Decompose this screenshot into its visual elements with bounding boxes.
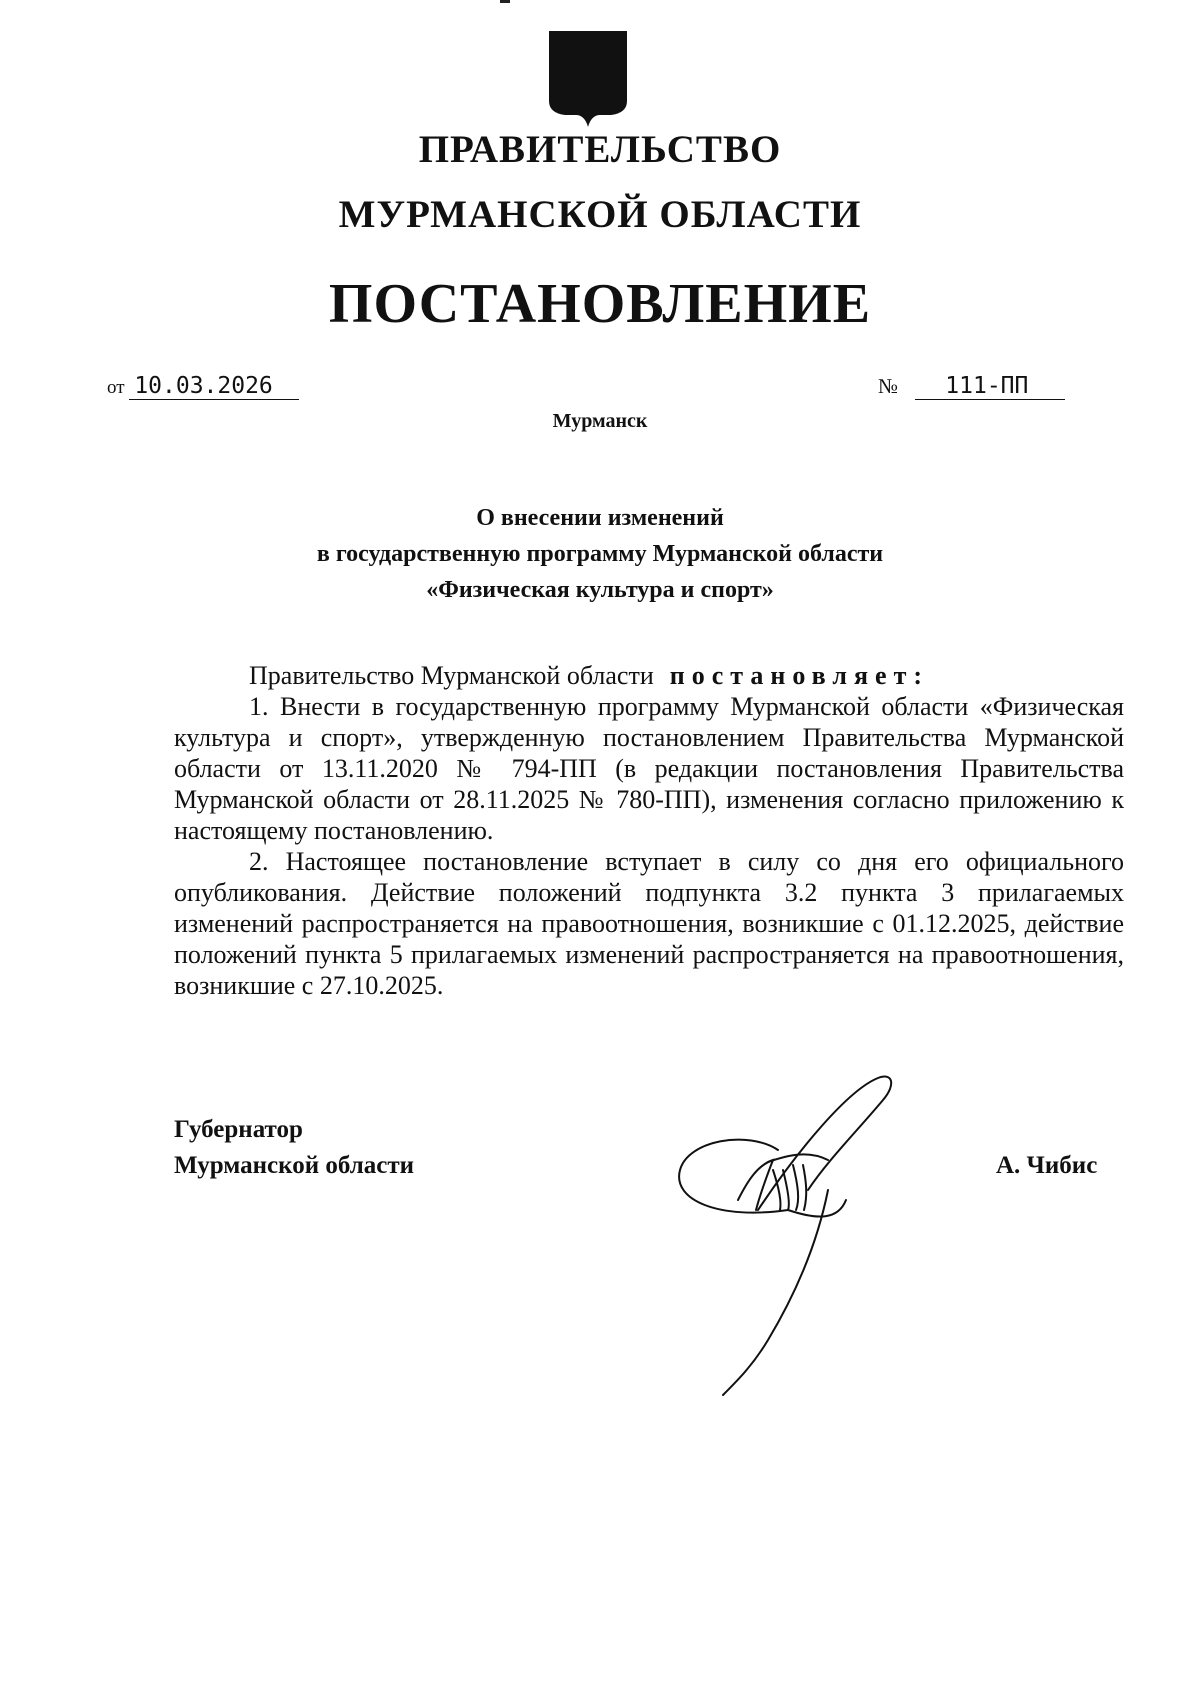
handwritten-signature	[678, 1070, 910, 1400]
resolves-word: постановляет:	[669, 661, 929, 690]
number-value: 111-ПП	[915, 373, 1065, 400]
paragraph-item-2: 2. Настоящее постановление вступает в силу со дня его официального опубликования. Действие положений подпункта 3.2 пункта 3 прилагаемых изменений распространяется на правоотношения, возникшие с 01.12.2025, действие положений пункта 5 прилагаемых изменений распространяется на правоотношения, возникшие с 27.10.2025.	[174, 847, 1124, 1000]
signatory-name: А. Чибис	[996, 1152, 1098, 1179]
document-subject	[0, 500, 1200, 608]
paragraph-item-1: 1. Внести в государственную программу Мурманской области «Физическая культура и спорт», утвержденную постановлением Правительства Мурманской области от 13.11.2020 № 794-ПП (в редакции постановления Правительства Мурманской области от 28.11.2025 № 780-ПП), изменения согласно приложению к настоящему постановлению.	[174, 692, 1124, 845]
subject-line3: «Физическая культура и спорт»	[426, 577, 774, 603]
preamble-text: Правительство Мурманской области	[249, 661, 654, 690]
date-field	[107, 373, 299, 400]
number-label: №	[878, 374, 899, 398]
organization-name-line1: ПРАВИТЕЛЬСТВО	[418, 128, 782, 171]
preamble-paragraph	[174, 660, 1124, 691]
subject-line1: О внесении изменений	[476, 505, 724, 531]
document-body	[174, 660, 1124, 1001]
date-value: 10.03.2026	[129, 373, 299, 400]
organization-name-line2: МУРМАНСКОЙ ОБЛАСТИ	[338, 193, 862, 236]
signatory-title	[174, 1112, 414, 1184]
signatory-title-line2: Мурманской области	[174, 1152, 415, 1179]
coat-of-arms-icon	[549, 31, 627, 127]
document-type-title: ПОСТАНОВЛЕНИЕ	[328, 273, 872, 335]
subject-line2: в государственную программу Мурманской области	[316, 541, 884, 567]
scan-mark	[500, 0, 510, 3]
signatory-title-line1: Губернатор	[174, 1116, 303, 1143]
city-name: Мурманск	[552, 410, 648, 432]
date-label: от	[107, 377, 125, 398]
number-field	[878, 373, 1065, 400]
